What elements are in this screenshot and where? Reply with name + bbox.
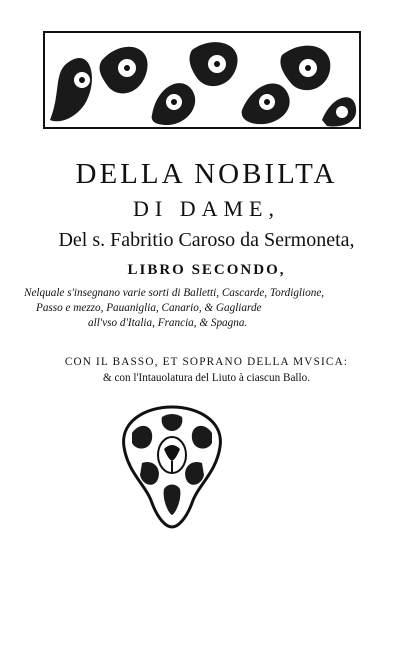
music-note-line-2: & con l'Intauolatura del Liuto à ciascun Ballo. [102, 372, 311, 384]
title-line-1: DELLA NOBILTA [75, 158, 338, 190]
music-note-line-1: CON IL BASSO, ET SOPRANO DELLA MVSICA: [64, 356, 349, 368]
printer-device-ornament [112, 403, 232, 531]
ornamental-headpiece [42, 30, 362, 130]
subtitle-line-2: Passo e mezzo, Pauaniglia, Canario, & Gagliarde [36, 302, 262, 314]
book-number: LIBRO SECONDO, [127, 262, 286, 278]
subtitle-line-3: all'vso d'Italia, Francia, & Spagna. [88, 317, 248, 329]
author-line: Del s. Fabritio Caroso da Sermoneta, [58, 229, 355, 251]
subtitle-line-1: Nelquale s'insegnano varie sorti di Balletti, Cascarde, Tordiglione, [24, 287, 325, 299]
title-line-2: DI DAME, [133, 196, 280, 221]
